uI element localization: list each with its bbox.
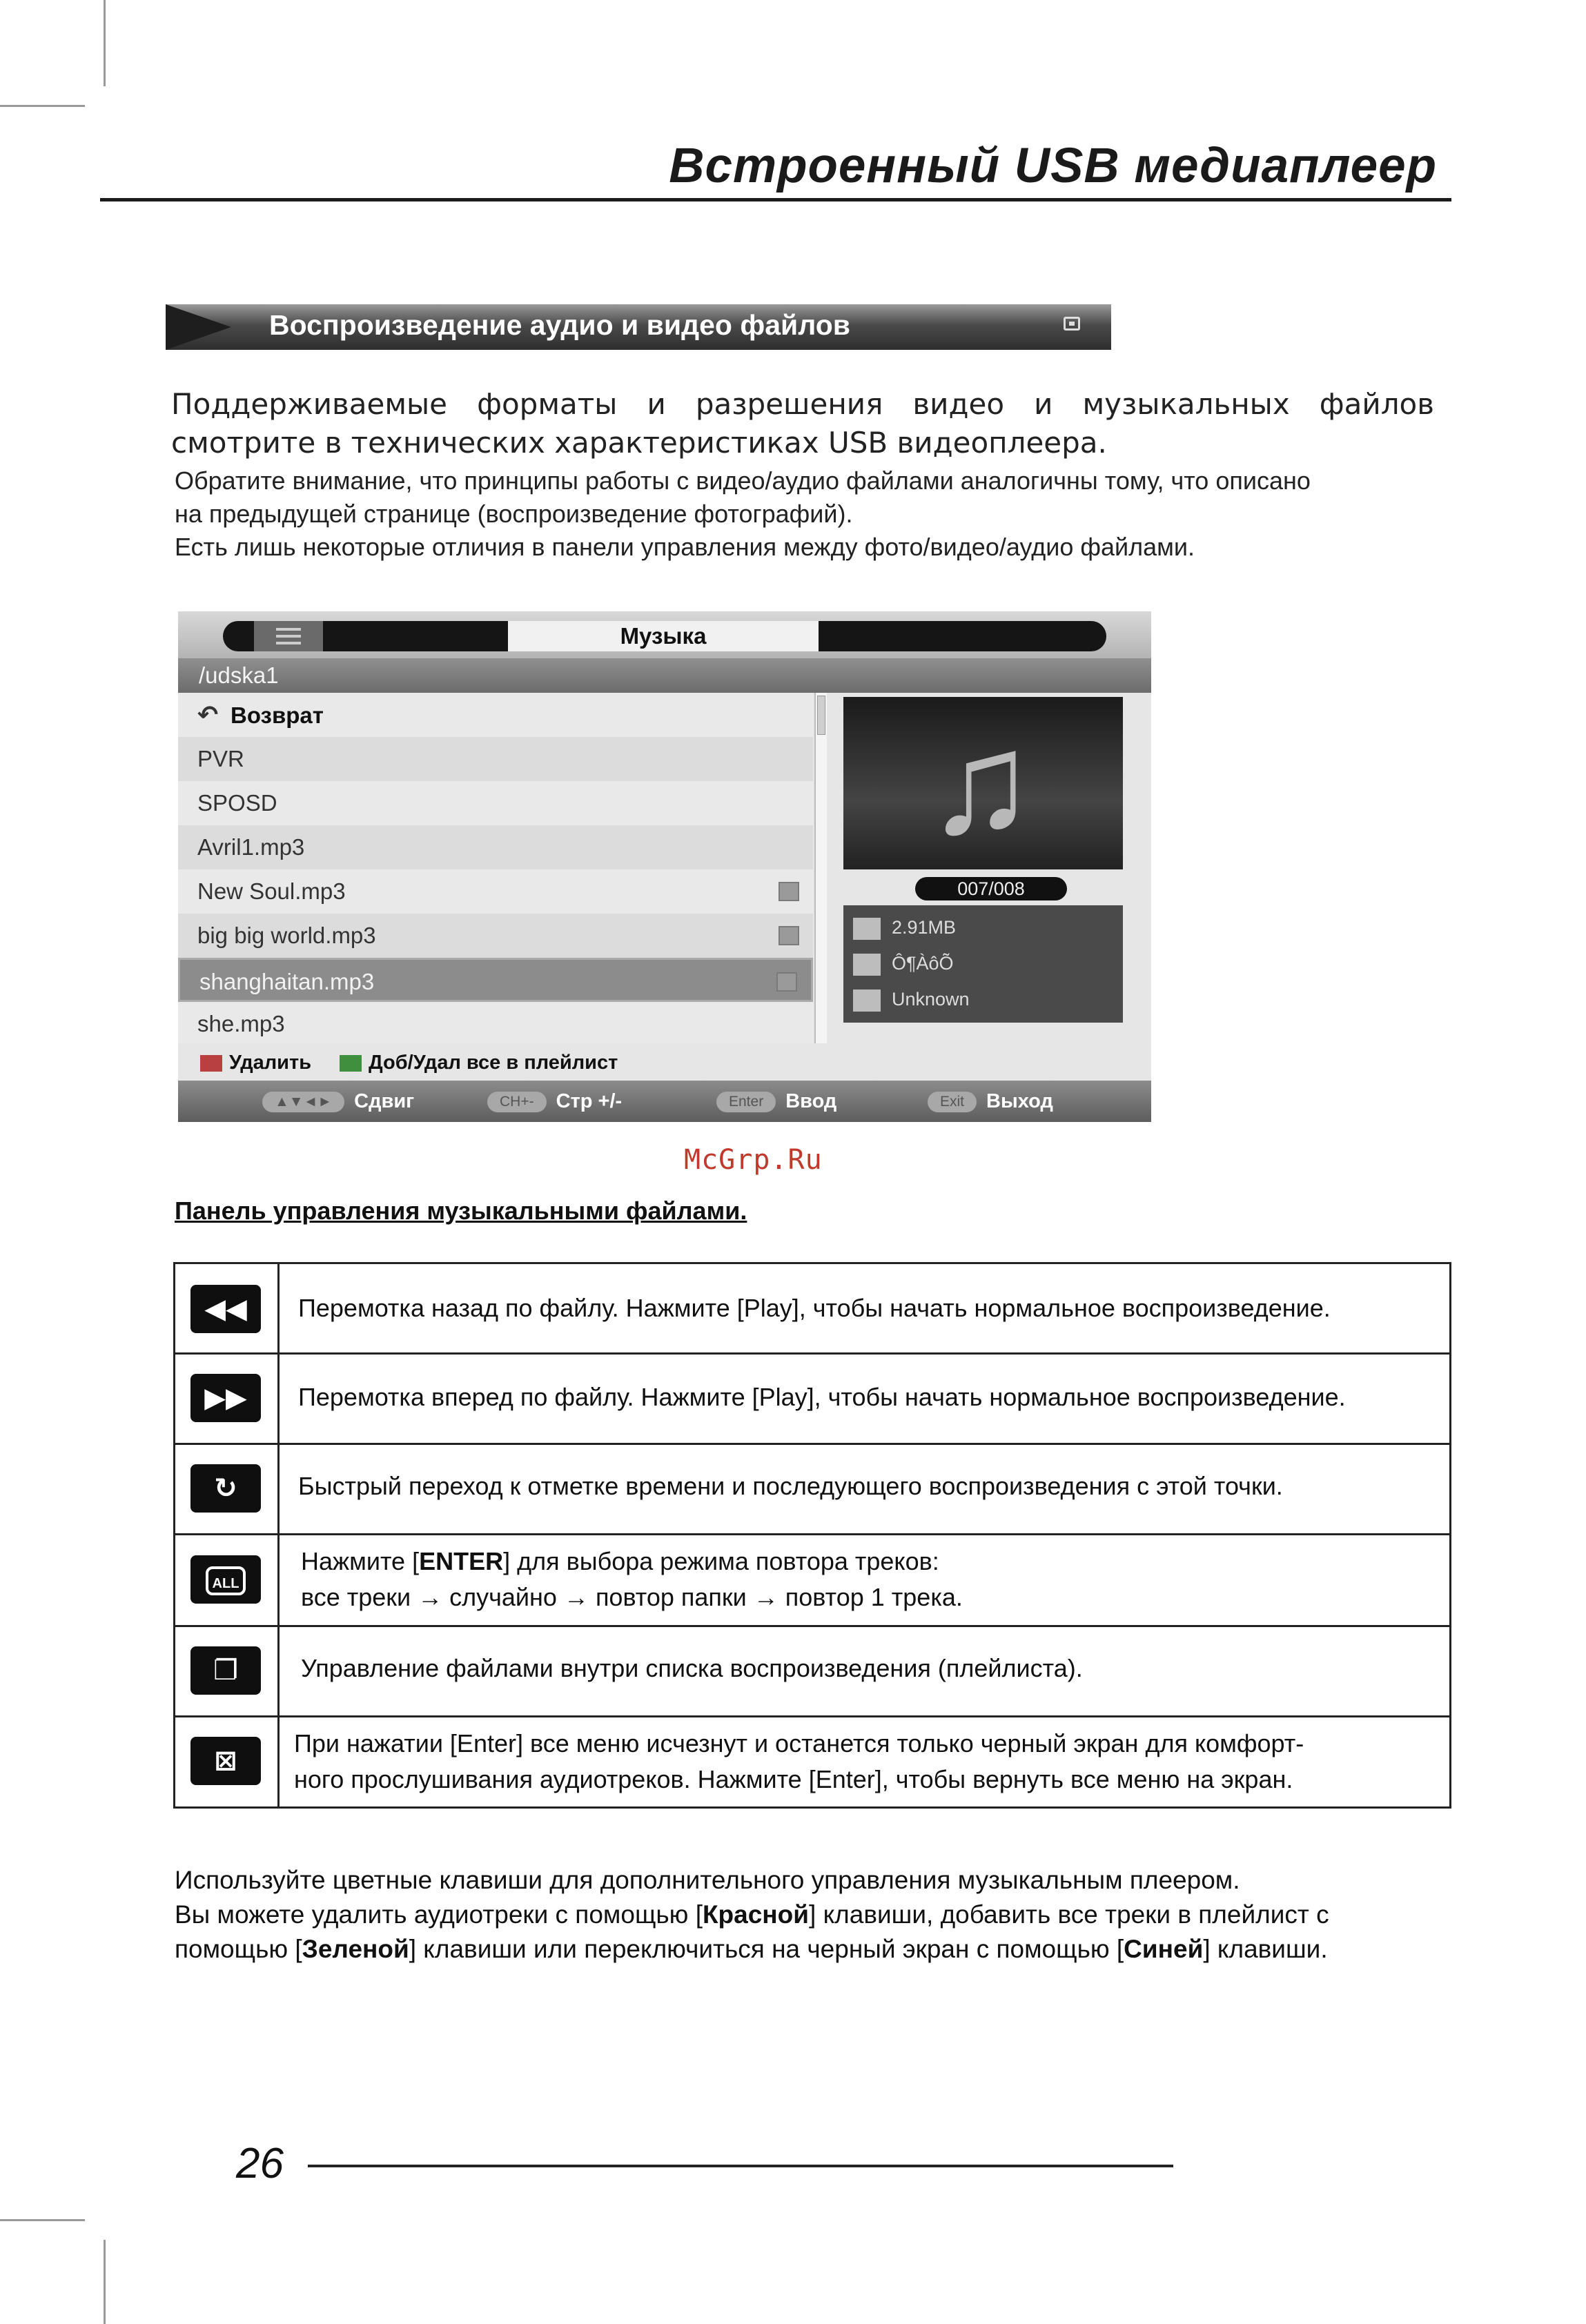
remote-nav-bar [178, 1081, 1151, 1122]
table-column-divider [277, 1264, 280, 1806]
table-row-text: Управление файлами внутри списка воспроизведения (плейлиста). [301, 1654, 1083, 1682]
text-part: ного прослушивания аудиотреков. Нажмите [Enter], чтобы вернуть все меню на экран. [294, 1765, 1293, 1793]
file-size-icon [853, 918, 881, 940]
page-header-title: Встроенный USB медиаплеер [669, 139, 1437, 193]
album-icon [853, 989, 881, 1012]
crop-mark [0, 2219, 85, 2221]
footer-line-3 [175, 1935, 1328, 1964]
exit-key-icon: Exit [928, 1092, 977, 1112]
table-row-divider [175, 1625, 1449, 1627]
return-icon: ↶ [197, 700, 219, 729]
folder-path: /udska1 [178, 658, 1151, 693]
file-item-selected[interactable] [178, 958, 813, 1002]
repeat-all-icon [190, 1555, 261, 1604]
checkbox-icon[interactable] [779, 926, 799, 945]
checkbox-icon[interactable] [776, 972, 797, 992]
intro-line-2: на предыдущей странице (воспроизведение фотографий). [175, 500, 853, 528]
file-list [178, 693, 823, 1050]
footer-line-2 [175, 1900, 1329, 1929]
file-item[interactable]: SPOSD [178, 781, 813, 825]
table-row-divider [175, 1443, 1449, 1445]
text-part: ] для выбора режима повтора треков: [503, 1547, 939, 1575]
media-player-screenshot [178, 611, 1151, 1122]
checkbox-icon[interactable] [779, 882, 799, 901]
nav-enter-label: Ввод [785, 1090, 837, 1112]
green-key-word: Зеленой [302, 1935, 409, 1963]
text-part: все треки → случайно → повтор папки → повтор 1 трека. [301, 1583, 963, 1611]
playlist-icon: ❐ [190, 1646, 261, 1695]
table-row-divider [175, 1533, 1449, 1535]
footer-line-1: Используйте цветные клавиши для дополнительного управления музыкальным плеером. [175, 1866, 1240, 1894]
control-panel-caption: Панель управления музыкальными файлами. [175, 1197, 747, 1225]
track-counter: 007/008 [915, 877, 1067, 900]
file-item-label: shanghaitan.mp3 [199, 969, 375, 994]
list-view-icon[interactable] [254, 621, 323, 651]
text-part: ] клавиши, добавить все треки в плейлист с [809, 1900, 1329, 1929]
nav-page-label: Стр +/- [556, 1090, 623, 1112]
table-row-text: Перемотка вперед по файлу. Нажмите [Play], чтобы начать нормальное воспроизведение. [298, 1383, 1346, 1411]
nav-enter[interactable] [716, 1089, 836, 1114]
album-value: Unknown [892, 989, 970, 1010]
text-part: ] клавиши. [1203, 1935, 1328, 1963]
artist-row [853, 949, 954, 977]
green-key-hint[interactable] [340, 1052, 618, 1074]
table-row-text: Быстрый переход к отметке времени и последующего воспроизведения с этой точки. [298, 1472, 1283, 1500]
header-rule [100, 198, 1451, 201]
file-item-label: New Soul.mp3 [197, 878, 346, 904]
file-size-row [853, 914, 956, 941]
file-size-value: 2.91MB [892, 917, 957, 938]
enter-key-text: ENTER [419, 1547, 504, 1575]
file-item[interactable]: PVR [178, 737, 813, 781]
enter-key-icon: Enter [716, 1092, 776, 1112]
fast-forward-icon: ▶▶ [190, 1374, 261, 1422]
green-key-icon [340, 1055, 362, 1072]
page-number: 26 [236, 2140, 284, 2187]
text-part: Нажмите [ [301, 1547, 420, 1575]
nav-page[interactable] [487, 1089, 622, 1114]
red-key-hint[interactable] [200, 1052, 311, 1074]
text-part: Вы можете удалить аудиотреки с помощью [ [175, 1900, 703, 1929]
album-art-preview [843, 697, 1123, 869]
scrollbar-thumb[interactable] [817, 696, 825, 735]
nav-move-label: Сдвиг [354, 1090, 415, 1112]
green-key-label: Доб/Удал все в плейлист [369, 1052, 618, 1074]
red-key-icon [200, 1055, 222, 1072]
crop-mark [0, 105, 85, 107]
red-key-word: Красной [702, 1900, 810, 1929]
music-note-icon: ♫ [926, 702, 1035, 864]
watermark: McGrp.Ru [684, 1144, 823, 1176]
text-part: При нажатии [Enter] все меню исчезнут и останется только черный экран для комфорт- [294, 1729, 1304, 1757]
color-key-legend [178, 1043, 1151, 1081]
artist-icon [853, 954, 881, 976]
arrow-keys-icon: ▲▼◄► [262, 1092, 344, 1112]
file-item-label: Возврат [231, 702, 324, 728]
table-row-divider [175, 1715, 1449, 1717]
intro-paragraph: Поддерживаемые форматы и разрешения видео и музыкальных файлов смотрите в технических характеристиках USB видеоплеера. [171, 387, 1434, 460]
footer-rule [308, 2165, 1173, 2167]
file-list-scrollbar[interactable] [814, 693, 827, 1043]
file-item[interactable]: Avril1.mp3 [178, 825, 813, 869]
table-row-divider [175, 1352, 1449, 1355]
file-item[interactable] [178, 869, 813, 914]
nav-exit[interactable] [928, 1089, 1053, 1114]
intro-line-3: Есть лишь некоторые отличия в панели управления между фото/видео/аудио файлами. [175, 533, 1195, 561]
repeat-all-label: ALL [206, 1566, 246, 1595]
black-screen-icon: ⊠ [190, 1737, 261, 1785]
text-part: помощью [ [175, 1935, 302, 1963]
table-row-text [301, 1544, 1433, 1615]
crop-mark [104, 0, 106, 86]
nav-exit-label: Выход [986, 1090, 1053, 1112]
table-row-text [294, 1726, 1426, 1798]
section-arrow-icon [166, 304, 231, 350]
section-title: Воспроизведение аудио и видео файлов [269, 309, 850, 341]
artist-value: Ô¶ÀôÕ [892, 953, 954, 974]
blue-key-word: Синей [1124, 1935, 1204, 1963]
file-item[interactable] [178, 914, 813, 958]
intro-line-1: Обратите внимание, что принципы работы с видео/аудио файлами аналогичны тому, что описано [175, 466, 1311, 495]
red-key-label: Удалить [229, 1052, 312, 1074]
track-info-panel [843, 905, 1123, 1023]
control-panel-table [173, 1262, 1451, 1809]
album-row [853, 985, 970, 1013]
file-item[interactable]: she.mp3 [178, 1002, 813, 1046]
tab-music[interactable]: Музыка [508, 621, 819, 651]
rewind-icon: ◀◀ [190, 1285, 261, 1333]
crop-mark [104, 2240, 106, 2324]
table-row-text: Перемотка назад по файлу. Нажмите [Play], чтобы начать нормальное воспроизведение. [298, 1294, 1331, 1322]
nav-move[interactable] [262, 1089, 414, 1114]
section-marker-icon [1064, 317, 1080, 331]
file-item-back[interactable] [178, 693, 813, 737]
goto-time-icon: ↻ [190, 1464, 261, 1513]
ch-key-icon: CH+- [487, 1092, 547, 1112]
text-part: ] клавиши или переключиться на черный экран с помощью [ [409, 1935, 1124, 1963]
file-item-label: big big world.mp3 [197, 923, 376, 948]
